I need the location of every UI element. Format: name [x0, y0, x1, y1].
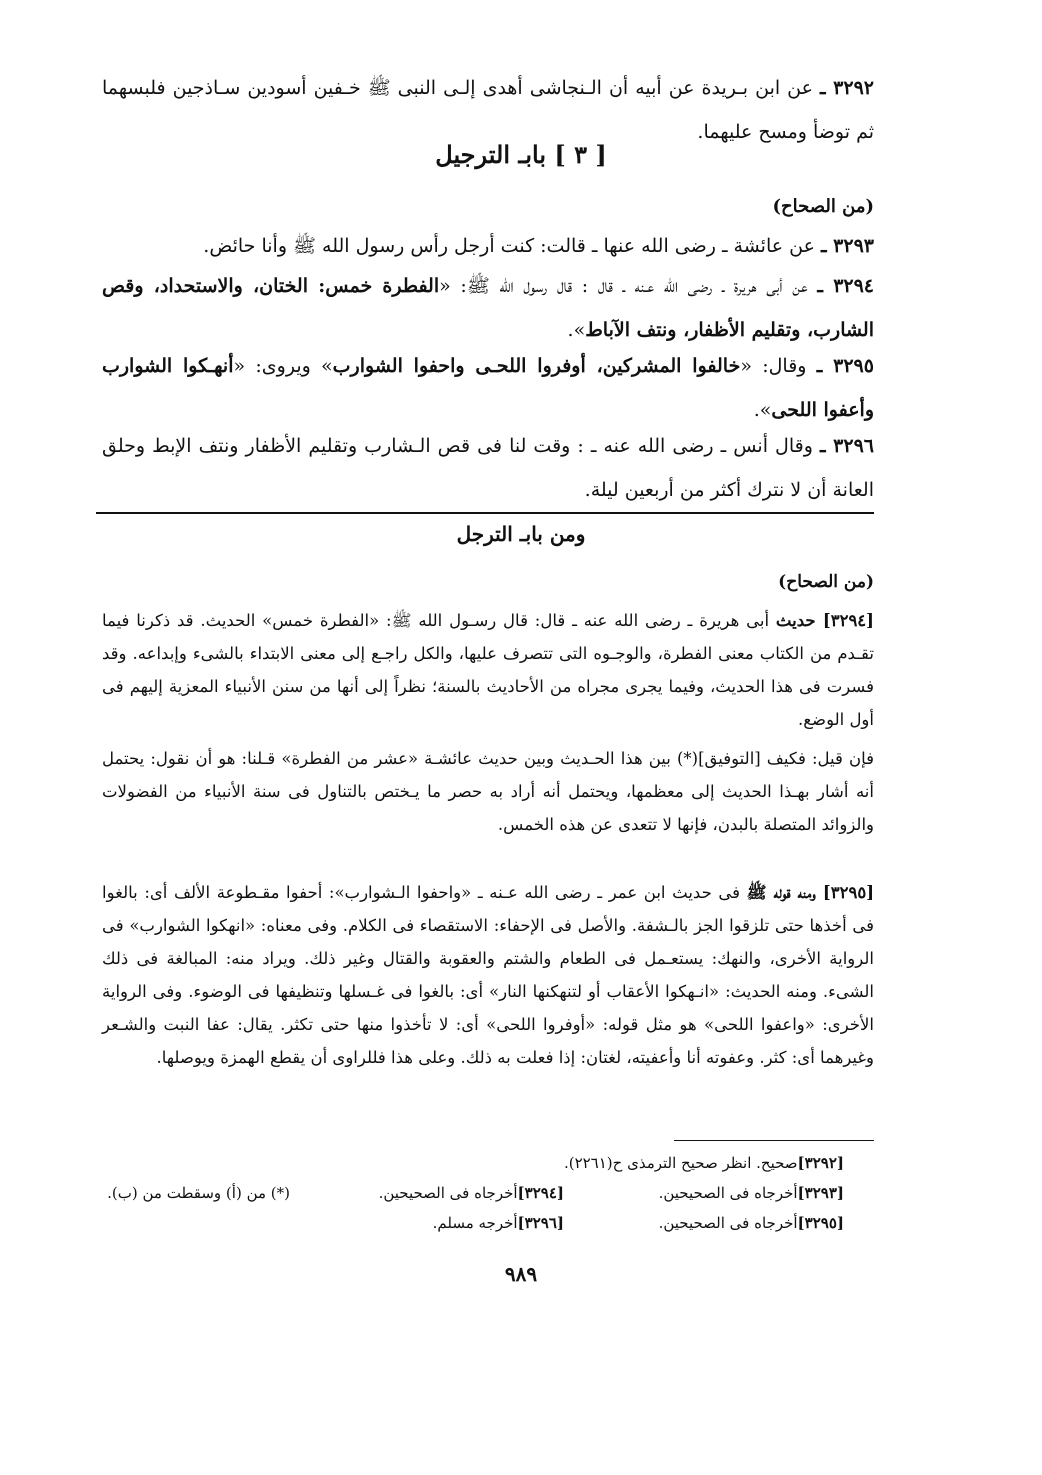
hadith-3293 — [102, 224, 874, 268]
footnote-text: أخرجاه فى الصحيحين. — [658, 1214, 798, 1232]
commentary-text: فى حديث ابن عمر ـ رضى الله عـنه ـ «واحفوا الـشوارب»: أحفوا مقـطوعة الألف أى: بالغوا فى أخذها حتى تلزقوا الجز بالـشفة. والأصل فى الإحفاء: الاستقصاء فى الكلام. وفى معناه: «انهكوا الشوارب» فى الرواية الأخرى، والنهك: يستعـمل فى الطعام والشتم والعقوبة والقتال وغير ذلك. ويراد منه: المبالغة فى ذلك الشىء. ومنه الحديث: «انـهكوا الأعقاب أو لتنهكنها النار» أى: بالغوا فى غـسلها وتنظيفها فى الوضوء. وفى الرواية الأخرى: «واعفوا اللحى» هو مثل قوله: «أوفروا اللحى» أى: لا تأخذوا منها حتى تكثر. يقال: عفا النبت والشـعر وغيرهما أى: كثر. وعفوته أنا وأعفيته، لغتان: إذا فعلت به ذلك. وعلى هذا فللراوى أن يقطع الهمزة ويوصلها. — [102, 883, 874, 1067]
chapter-heading: [ ٣ ] بابـ الترجيل — [435, 140, 607, 169]
section-divider — [96, 512, 874, 514]
hadith-text: عن عائشة ـ رضى الله عنها ـ قالت: كنت أرجل رأس رسول الله ﷺ وأنا حائض. — [203, 235, 815, 257]
hadith-quote-2: أنهـكوا الشوارب وأعفوا اللحى — [102, 355, 874, 421]
hadith-text: عن أبى هريرة ـ رضى الله عـنه ـ قال : قال رسول الله ﷺ: « — [439, 275, 808, 297]
hadith-number: ٣٢٩٣ ـ — [820, 235, 874, 257]
footnote-text: (*) من (أ) وسقطت من (ب). — [107, 1184, 290, 1202]
section-subheading: (من الصحاح) — [772, 196, 874, 217]
commentary-ref: [٣٢٩٥] ومنه قوله ﷺ — [746, 883, 874, 902]
footnote-3295 — [659, 1212, 844, 1234]
footnote-ref: [٣٢٩٤] — [517, 1184, 564, 1202]
hadith-number: ٣٢٩٤ ـ — [817, 275, 875, 297]
hadith-text-mid: » ويروى: « — [233, 355, 333, 377]
commentary-text: أبى هريرة ـ رضى الله عنه ـ قال: قال رسـول الله ﷺ: «الفطرة خمس» الحديث. قد ذكرنا فيما تقـدم من الكتاب معنى الفطرة، والوجـوه التى تتصرف عليها، والكل راجـع إلى معنى الابتداء بالشىء وإبداعه. وقد فسرت فى هذا الحديث، وفيما يجرى مجراه من الأحاديث بالسنة؛ نظراً إلى أنها من سنن الأنبياء المعزية إليهم فى أول الوضع. — [102, 611, 874, 729]
hadith-3294 — [102, 264, 874, 352]
hadith-3295 — [102, 344, 874, 432]
hadith-text-end: ». — [567, 319, 586, 341]
footnote-divider — [674, 1140, 874, 1141]
footnote-3294 — [379, 1182, 564, 1204]
commentary-paragraph-tawfiq — [102, 742, 874, 841]
hadith-number: ٣٢٩٦ ـ — [819, 435, 874, 457]
hadith-quote: الفطرة خمس: الختان، والاستحداد، وقص الشارب، وتقليم الأظفار، ونتف الآباط — [102, 275, 874, 341]
hadith-text: وقال أنس ـ رضى الله عنه ـ : وقت لنا فى قص الـشارب وتقليم الأظفار ونتف الإبط وحلق العانة أن لا نترك أكثر من أربعين ليلة. — [102, 435, 874, 501]
page-number: ٩٨٩ — [504, 1262, 538, 1286]
hadith-quote-1: خالفوا المشركين، أوفروا اللحـى واحفوا الشوارب — [332, 355, 741, 377]
hadith-text-end: ». — [753, 399, 772, 421]
footnote-text: أخرجه مسلم. — [432, 1214, 518, 1232]
hadith-number: ٣٢٩٢ ـ — [820, 77, 874, 99]
footnote-3292 — [564, 1152, 844, 1174]
footnote-3293 — [659, 1182, 844, 1204]
footnote-text: أخرجاه فى الصحيحين. — [378, 1184, 518, 1202]
footnote-ref: [٣٢٩٥] — [797, 1214, 844, 1232]
commentary-heading: ومن بابـ الترجل — [456, 522, 586, 546]
commentary-paragraph-3294 — [102, 604, 874, 736]
section-subheading-block — [102, 196, 874, 217]
hadith-number: ٣٢٩٥ ـ — [816, 355, 874, 377]
commentary-paragraph-3295 — [102, 876, 874, 1074]
commentary-ref: [٣٢٩٤] حديث — [775, 611, 874, 630]
footnote-ref: [٣٢٩٢] — [797, 1154, 844, 1172]
hadith-3296 — [102, 424, 874, 512]
hadith-text: وقال: « — [740, 355, 807, 377]
footnote-ref: [٣٢٩٦] — [517, 1214, 564, 1232]
footnote-text: أخرجاه فى الصحيحين. — [658, 1184, 798, 1202]
footnote-ref: [٣٢٩٣] — [797, 1184, 844, 1202]
commentary-subheading-block — [102, 572, 874, 592]
footnote-star — [107, 1182, 290, 1204]
commentary-text: فإن قيل: فكيف [التوفيق](*) بين هذا الحـديث وبين حديث عائشـة «عشر من الفطرة» قـلنا: هو أن نقول: يحتمل أنه أشار بهـذا الحديث إلى معظمها، ويحتمل أنه أراد به حصر ما يـختص بالتناول فى سنة الأنبياء من الفضولات والزوائد المتصلة بالبدن، فإنها لا تتعدى عن هذه الخمس. — [102, 749, 874, 834]
hadith-text: عن ابن بـريدة عن أبيه أن الـنجاشى أهدى إلـى النبى ﷺ خـفين أسودين سـاذجين فلبسهما ثم توضأ ومسح عليهما. — [102, 77, 874, 143]
commentary-subheading: (من الصحاح) — [778, 572, 874, 592]
footnote-text: صحيح. انظر صحيح الترمذى ح(٢٢٦١). — [563, 1154, 798, 1172]
footnote-3296 — [433, 1212, 564, 1234]
